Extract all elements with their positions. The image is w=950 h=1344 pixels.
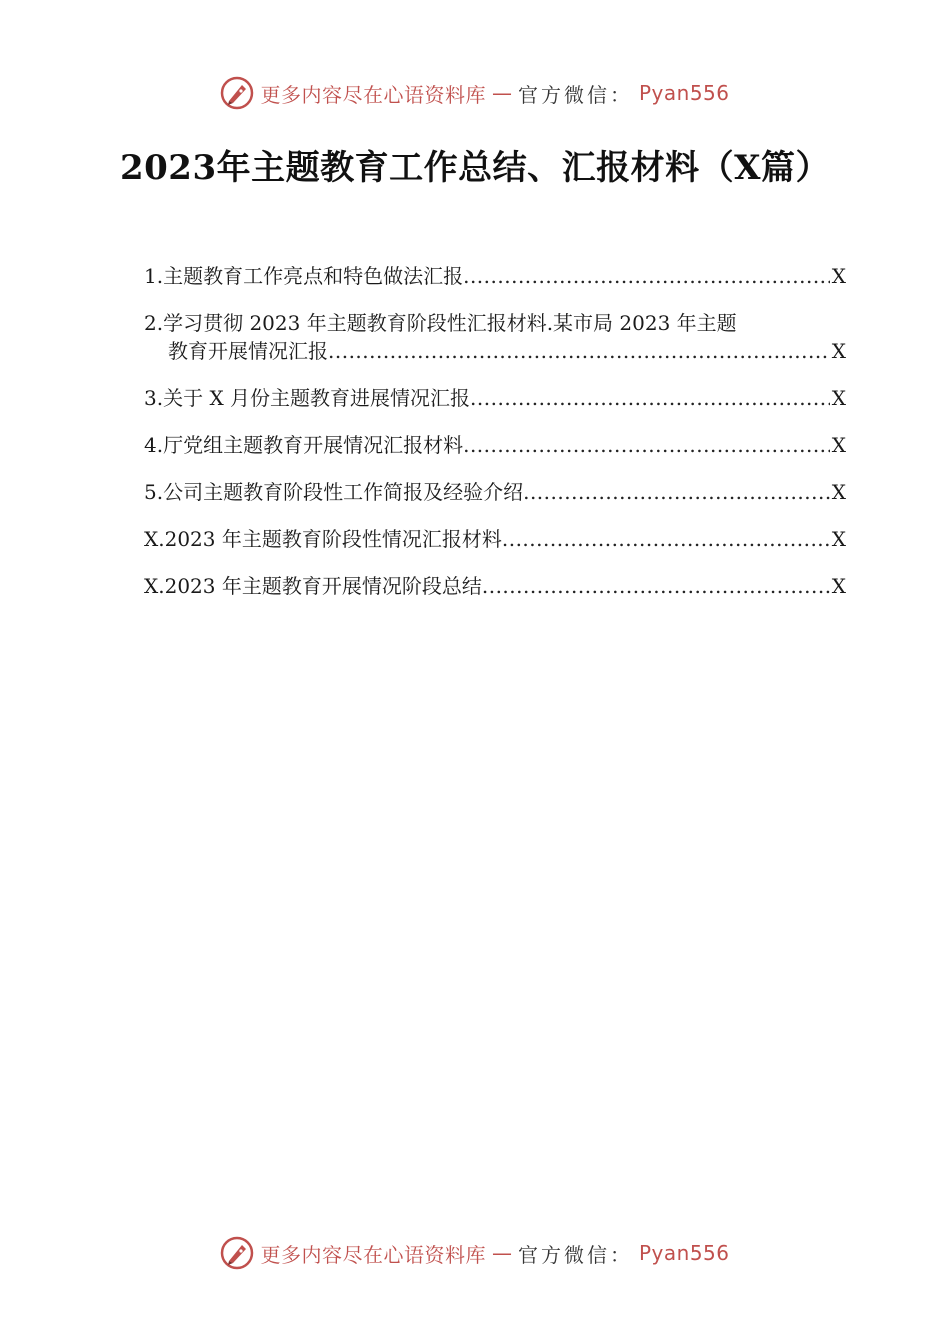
table-of-contents (144, 262, 846, 619)
toc-leader-dots (328, 337, 830, 365)
watermark-brand-text: 更多内容尽在心语资料库 (260, 82, 486, 107)
toc-leader-dots (482, 572, 830, 600)
toc-item-text: 教育开展情况汇报 (168, 339, 328, 363)
toc-leader-dots (463, 262, 830, 290)
toc-item[interactable] (144, 384, 846, 412)
toc-leader-dots (502, 525, 830, 553)
toc-item-page: X (831, 527, 846, 551)
toc-item-text: X.2023 年主题教育开展情况阶段总结 (144, 574, 482, 598)
document-title: 2023年主题教育工作总结、汇报材料（X篇） (119, 148, 830, 188)
watermark-wechat-label: 官方微信： (517, 1242, 633, 1267)
toc-item-text: X.2023 年主题教育阶段性情况汇报材料 (144, 527, 502, 551)
toc-item[interactable] (144, 309, 846, 365)
watermark-dash: — (491, 1241, 512, 1265)
toc-leader-dots (470, 384, 830, 412)
toc-item[interactable] (144, 431, 846, 459)
toc-item-page: X (831, 386, 846, 410)
toc-leader-dots (463, 431, 830, 459)
toc-item-text: 5.公司主题教育阶段性工作简报及经验介绍 (144, 480, 524, 504)
toc-item-first-line: 2.学习贯彻 2023 年主题教育阶段性汇报材料.某市局 2023 年主题 (144, 311, 737, 335)
toc-item-text: 4.厅党组主题教育开展情况汇报材料 (144, 433, 464, 457)
watermark-dash: — (491, 81, 512, 105)
toc-item-page: X (831, 433, 846, 457)
toc-item-page: X (831, 264, 846, 288)
watermark-header (0, 76, 950, 110)
toc-item-text: 1.主题教育工作亮点和特色做法汇报 (144, 264, 464, 288)
pen-nib-logo-icon (220, 76, 254, 110)
toc-item-page: X (831, 574, 846, 598)
toc-item[interactable] (144, 572, 846, 600)
toc-item-page: X (831, 339, 846, 363)
watermark-footer (0, 1236, 950, 1270)
watermark-brand-text: 更多内容尽在心语资料库 (260, 1242, 486, 1267)
watermark-wechat-id: Pyan556 (638, 1241, 730, 1265)
toc-item[interactable] (144, 478, 846, 506)
toc-item[interactable] (144, 262, 846, 290)
toc-item-text: 3.关于 X 月份主题教育进展情况汇报 (144, 386, 471, 410)
pen-nib-logo-icon (220, 1236, 254, 1270)
toc-leader-dots (523, 478, 830, 506)
toc-item-page: X (831, 480, 846, 504)
toc-item[interactable] (144, 525, 846, 553)
watermark-wechat-id: Pyan556 (638, 81, 730, 105)
watermark-wechat-label: 官方微信： (517, 82, 633, 107)
